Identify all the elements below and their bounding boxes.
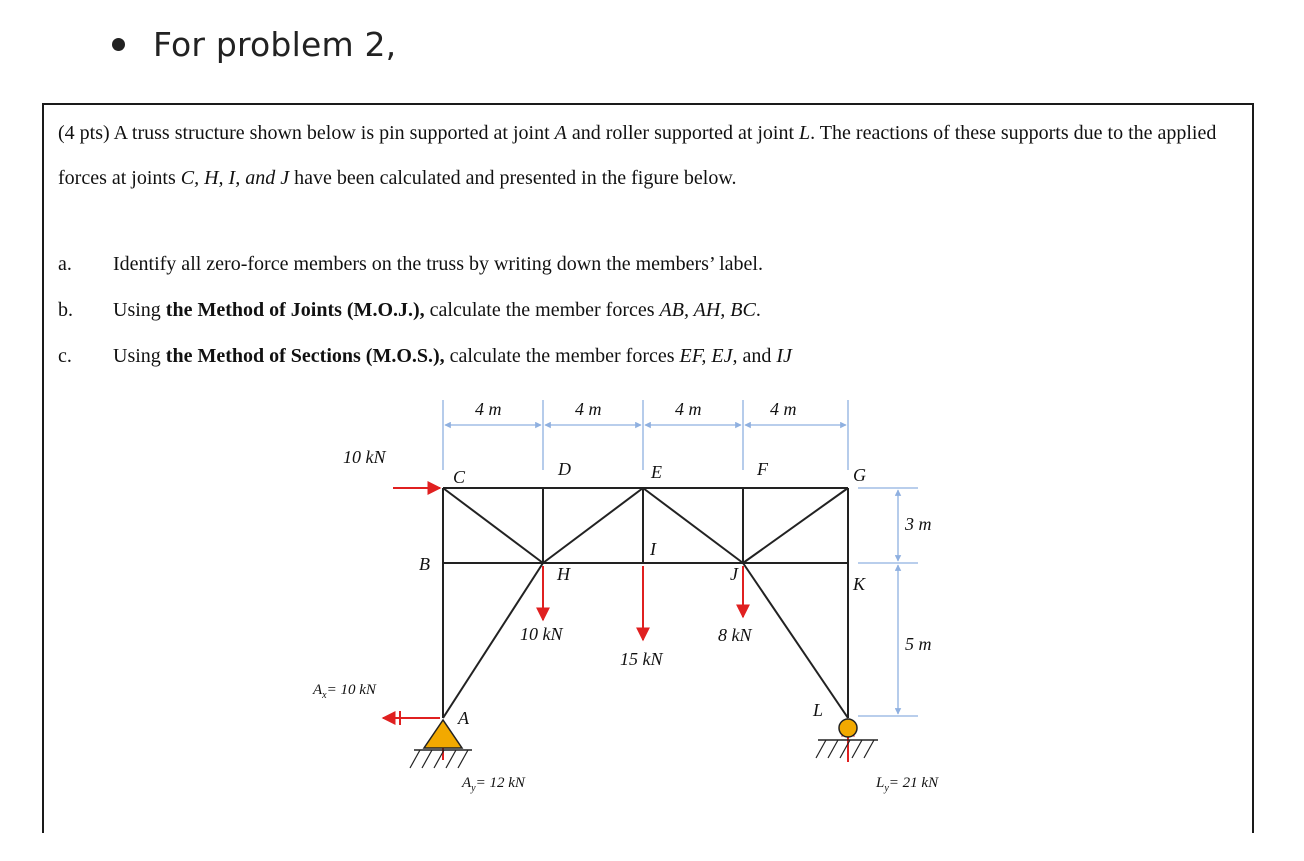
height-label: 5 m: [905, 634, 932, 654]
span-label: 4 m: [770, 399, 797, 419]
item-text: Identify all zero-force members on the truss by writing down the members’ label.: [113, 253, 763, 275]
item-text-3: and: [737, 345, 777, 367]
item-text-2: calculate the member forces: [444, 345, 680, 367]
span-label: 4 m: [675, 399, 702, 419]
load-label-i: 15 kN: [620, 649, 663, 669]
intro-text-2: and roller supported at joint: [566, 122, 800, 144]
intro-text-3: . The reactions of these supports due to the applied forces at joints: [58, 122, 1217, 189]
intro-text-1: A truss structure shown below is pin supported at joint: [109, 122, 555, 144]
method-name: the Method of Joints (M.O.J.),: [165, 299, 425, 321]
reaction-label-ly: $L_y= 21$ kN: [876, 775, 939, 794]
joint-label-i: I: [650, 539, 656, 559]
joint-l-ref: L: [799, 122, 811, 144]
span-dimension-lines: [443, 400, 918, 716]
item-text-1: Using: [113, 345, 166, 367]
joint-label-f: F: [757, 459, 768, 479]
item-text-1: Using: [113, 299, 166, 321]
joint-label-a: A: [458, 708, 469, 728]
points-label: (4 pts): [58, 122, 110, 144]
item-text-2: calculate the member forces: [424, 299, 660, 321]
joint-label-j: J: [730, 564, 738, 584]
bullet-text: For problem 2,: [153, 24, 397, 64]
member-list: EF, EJ,: [679, 345, 738, 367]
joint-label-c: C: [453, 467, 466, 487]
item-marker: b.: [58, 299, 73, 321]
joint-label-k: K: [853, 574, 866, 594]
item-marker: a.: [58, 253, 72, 275]
loaded-joints-ref: C, H, I, and J: [180, 167, 290, 189]
load-label-c: 10 kN: [343, 447, 386, 467]
height-label: 3 m: [905, 514, 932, 534]
joint-label-b: B: [419, 554, 430, 574]
method-name: the Method of Sections (M.O.S.),: [165, 345, 445, 367]
item-text-3: .: [755, 299, 761, 321]
item-marker: c.: [58, 345, 72, 367]
joint-label-e: E: [651, 462, 662, 482]
reaction-label-ay: $A_y= 12$ kN: [462, 775, 525, 794]
span-label: 4 m: [475, 399, 502, 419]
member-list-2: IJ: [776, 345, 792, 367]
member-list: AB, AH, BC: [659, 299, 756, 321]
joint-a-ref: A: [554, 122, 567, 144]
intro-text-4: have been calculated and presented in the figure below.: [289, 167, 737, 189]
load-label-j: 8 kN: [718, 625, 752, 645]
load-label-h: 10 kN: [520, 624, 563, 644]
load-arrows: [383, 488, 848, 762]
reaction-label-ax: $A_x= 10$ kN: [313, 682, 376, 701]
joint-label-l: L: [813, 700, 824, 720]
joint-label-d: D: [558, 459, 571, 479]
joint-label-h: H: [557, 564, 570, 584]
span-label: 4 m: [575, 399, 602, 419]
truss-members: [443, 488, 848, 718]
joint-label-g: G: [853, 465, 866, 485]
